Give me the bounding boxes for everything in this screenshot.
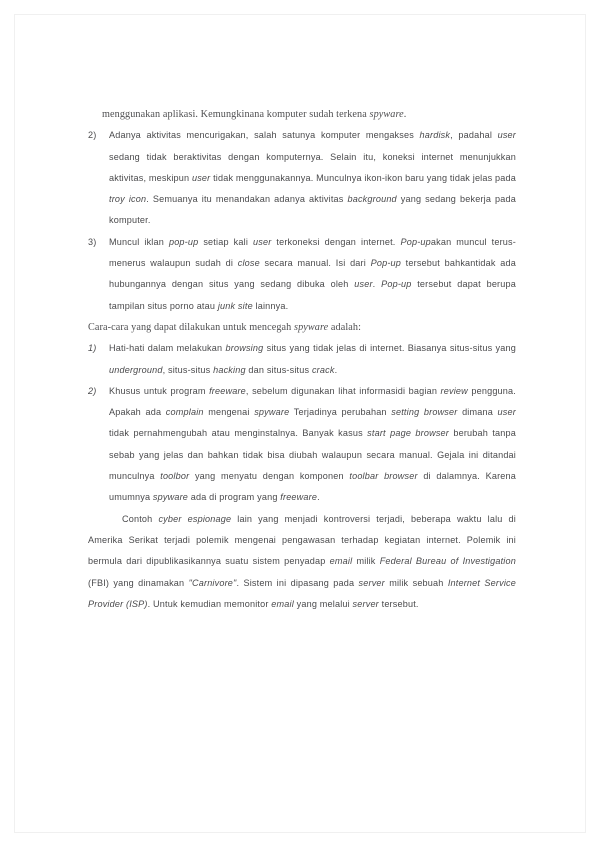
text-segment: pengguna. Apakah ada: [109, 385, 516, 418]
text-segment-italic: browsing: [225, 343, 264, 354]
text-segment-italic: setting browser: [391, 407, 458, 418]
text-segment-italic: close: [237, 258, 260, 269]
text-segment: .: [317, 492, 320, 503]
text-segment-italic: spyware: [152, 492, 189, 503]
text-segment-italic: pop-up: [168, 236, 199, 247]
closing-paragraph: [88, 509, 516, 615]
text-segment: di dalamnya. Karena umumnya: [109, 471, 516, 503]
text-segment-italic: user: [354, 279, 373, 290]
text-segment-italic: email: [271, 598, 294, 609]
text-segment: .: [403, 109, 407, 120]
text-segment: Khusus untuk program: [109, 385, 210, 396]
text-segment-italic: email: [329, 556, 353, 567]
text-segment-italic: server: [358, 577, 385, 588]
text-segment-italic: complain: [165, 407, 204, 418]
text-segment-italic: hacking: [213, 364, 246, 375]
list-item-3: [88, 232, 516, 317]
list-item-text: [109, 125, 516, 231]
text-segment-italic: review: [440, 385, 468, 396]
text-segment: . Sistem ini dipasang pada: [236, 577, 359, 588]
text-segment: akan muncul terus-menerus walaupun sudah di: [109, 236, 516, 269]
text-segment-italic: Pop-up: [370, 258, 402, 269]
text-segment-italic: crack: [311, 364, 335, 375]
text-segment-italic: spyware: [254, 407, 290, 418]
text-segment: lain yang menjadi kontroversi terjadi, beberapa waktu lalu di Amerika Serikat terjadi polemik mengenai pengawasan terhadap kegiatan internet. Polemik ini bermula dari dipublikasikannya suatu sistem penyadap: [88, 513, 516, 567]
text-segment: yang menyatu dengan komponen: [189, 471, 350, 482]
text-segment-italic: freeware: [209, 385, 246, 396]
text-segment: .: [334, 364, 338, 375]
prevention-list-item-2: [88, 381, 516, 509]
text-segment-italic: user: [497, 407, 516, 418]
text-segment: menggunakan aplikasi. Kemungkinana komputer sudah terkena: [102, 109, 370, 120]
text-segment-italic: hardisk: [419, 130, 451, 141]
text-segment: Cara-cara yang dapat dilakukan untuk mencegah: [88, 321, 294, 333]
text-segment: Contoh: [122, 513, 159, 524]
text-segment-italic: troy icon: [109, 194, 147, 205]
list-item-text: [109, 381, 516, 509]
text-segment: mengenai: [203, 407, 255, 418]
text-segment: yang melalui: [293, 598, 353, 609]
text-segment: adalah:: [328, 321, 362, 333]
text-segment: . Semuanya itu menandakan adanya aktivitas: [146, 194, 348, 205]
list-marker: 1): [88, 343, 97, 354]
text-segment-italic: cyber espionage: [158, 513, 232, 524]
text-segment: yang sedang bekerja pada komputer.: [109, 194, 516, 226]
text-segment-italic: user: [253, 236, 272, 247]
text-segment: terkoneksi dengan internet.: [271, 236, 401, 247]
list-marker: 3): [88, 236, 97, 247]
list-item-text: [109, 338, 516, 381]
text-segment-italic: underground: [109, 364, 163, 375]
text-segment: dimana: [457, 407, 498, 418]
text-segment: milik: [352, 556, 380, 567]
paragraph-continuation: [88, 104, 516, 125]
text-segment: dan situs-situs: [245, 364, 312, 375]
text-segment-italic: freeware: [280, 492, 318, 503]
text-segment: , sebelum digunakan lihat informasidi bagian: [245, 385, 441, 396]
list-marker: 2): [88, 130, 97, 141]
document-text-body: [88, 104, 516, 615]
list-marker: 2): [88, 385, 97, 396]
text-segment: Hati-hati dalam melakukan: [109, 343, 226, 354]
prevention-heading: [88, 317, 516, 338]
text-segment-italic: spyware: [369, 109, 404, 120]
text-segment: tersebut.: [378, 598, 419, 609]
text-segment: Adanya aktivitas mencurigakan, salah satunya komputer mengakses: [109, 130, 420, 141]
text-segment: , situs-situs: [162, 364, 214, 375]
text-segment: secara manual. Isi dari: [259, 258, 371, 269]
text-segment: setiap kali: [198, 236, 253, 247]
text-segment: berubah tanpa sebab yang jelas dan bahkan tidak bisa diubah walaupun secara manual. Gejala ini ditandai munculnya: [109, 428, 516, 482]
text-segment-italic: spyware: [294, 321, 329, 333]
text-segment-italic: junk site: [217, 300, 253, 311]
text-segment: .: [372, 279, 382, 290]
text-segment: milik sebuah: [384, 577, 448, 588]
text-segment-italic: "Carnivore": [188, 577, 237, 588]
text-segment-italic: Federal Bureau of Investigation: [379, 556, 516, 567]
text-segment: tersebut dapat berupa tampilan situs porno atau: [109, 279, 516, 311]
text-segment: tidak pernahmengubah atau menginstalnya. Banyak kasus: [109, 428, 368, 439]
text-segment: tersebut bahkantidak ada hubungannya dengan situs yang sedang dibuka oleh: [109, 258, 516, 290]
text-segment: Muncul iklan: [109, 236, 169, 247]
text-segment-italic: server: [352, 598, 379, 609]
text-segment-italic: start page browser: [367, 428, 450, 439]
text-segment-italic: background: [347, 194, 397, 205]
list-item-2: [88, 125, 516, 231]
text-segment-italic: toolbor: [160, 471, 190, 482]
text-segment: , padahal: [450, 130, 498, 141]
text-segment: Terjadinya perubahan: [289, 407, 392, 418]
text-segment-italic: user: [191, 172, 211, 183]
text-segment-italic: Internet Service Provider (ISP): [88, 577, 516, 609]
prevention-list-item-1: [88, 338, 516, 381]
text-segment: ada di program yang: [188, 492, 281, 503]
text-segment-italic: Pop-up: [381, 279, 412, 290]
text-segment-italic: toolbar browser: [349, 471, 418, 482]
text-segment: . Untuk kemudian memonitor: [147, 598, 272, 609]
text-segment: tidak menggunakannya. Munculnya ikon-ikon baru yang tidak jelas pada: [210, 172, 517, 183]
text-segment: (FBI) yang dinamakan: [88, 577, 189, 588]
text-segment: sedang tidak beraktivitas dengan komputernya. Selain itu, koneksi internet menunjukkan aktivitas, meskipun: [109, 151, 516, 183]
text-segment: lainnya.: [252, 300, 289, 311]
text-segment: situs yang tidak jelas di internet. Biasanya situs-situs yang: [263, 343, 516, 354]
text-segment-italic: Pop-up: [400, 236, 431, 247]
text-segment-italic: user: [497, 130, 517, 141]
list-item-text: [109, 232, 516, 317]
